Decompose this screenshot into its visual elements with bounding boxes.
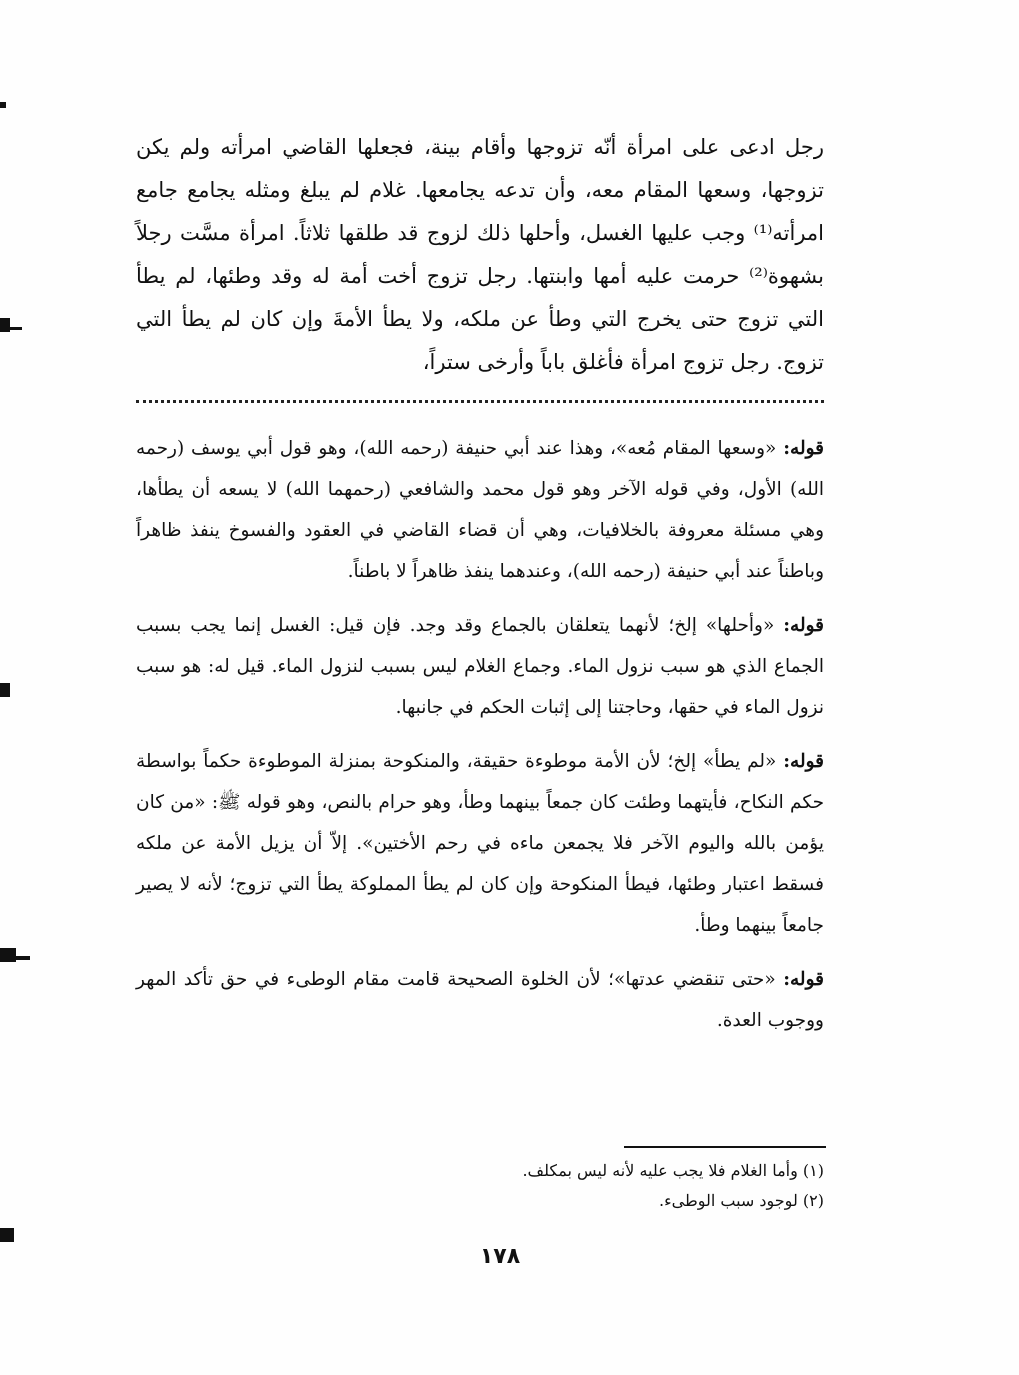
commentary-label: قوله:	[783, 615, 825, 636]
commentary-text: «لم يطأ» إلخ؛ لأن الأمة موطوءة حقيقة، والمنكوحة بمنزلة الموطوءة حكماً بواسطة حكم النكاح، فأيتهما وطئت كان جمعاً بينهما وطأ، وهو حرام بالنص، وهو قوله ﷺ: «من كان يؤمن بالله واليوم الآخر فلا يجمعن ماءه في رحم الأختين». إلاّ أن يزيل الأمة عن ملكه فسقط اعتبار وطئها، فيطأ المنكوحة وإن كان لم يطأ المملوكة يطأ التي تزوج؛ لأنه لا يصير جامعاً بينهما وطأ.	[136, 751, 825, 936]
commentary-text: «حتى تنقضي عدتها»؛ لأن الخلوة الصحيحة قامت مقام الوطىء في حق تأكد المهر ووجوب العدة.	[136, 969, 824, 1031]
main-paragraph: رجل ادعى على امرأة أنّه تزوجها وأقام بينة، فجعلها القاضي امرأته ولم يكن تزوجها، وسعها المقام معه، وأن تدعه يجامعها. غلام لم يبلغ ومثله يجامع جامع امرأته⁽¹⁾ وجب عليها الغسل، وأحلها ذلك لزوج قد طلقها ثلاثاً. امرأة مسَّت رجلاً بشهوة⁽²⁾ حرمت عليه أمها وابنتها. رجل تزوج أخت أمة له وقد وطئها، لم يطأ التي تزوج حتى يخرج التي وطأ عن ملكه، ولا يطأ الأمةَ وإن كان لم يطأ التي تزوج. رجل تزوج امرأة فأغلق باباً وأرخى ستراً،	[136, 135, 824, 374]
separator-dotted-line	[136, 400, 824, 403]
commentary-paragraph	[136, 605, 824, 728]
scan-edge-mark	[0, 327, 22, 330]
scan-edge-mark	[0, 683, 10, 697]
commentary-text: «وسعها المقام مُعه»، وهذا عند أبي حنيفة (رحمه الله)، وهو قول أبي يوسف (رحمه الله) الأول، وفي قوله الآخر وهو قول محمد والشافعي (رحمهما الله) لا يسعه أن يطأها، وهي مسئلة معروفة بالخلافيات، وهي أن قضاء القاضي في العقود والفسوخ ينفذ ظاهراً وباطناً عند أبي حنيفة (رحمه الله)، وعندهما ينفذ ظاهراً لا باطناً.	[136, 438, 824, 582]
footnote-divider	[624, 1146, 826, 1148]
footnotes	[300, 1156, 824, 1216]
main-text-block	[136, 126, 824, 384]
commentary-paragraph	[136, 741, 824, 946]
commentary-label: قوله:	[783, 969, 824, 990]
commentary-label: قوله:	[783, 751, 824, 772]
commentary-block	[136, 428, 824, 1054]
scan-edge-mark	[0, 956, 30, 960]
page-number: ١٧٨	[479, 1244, 521, 1269]
scan-edge-mark	[0, 102, 6, 108]
commentary-paragraph	[136, 959, 824, 1041]
footnote-1: (١) وأما الغلام فلا يجب عليه لأنه ليس بمكلف.	[522, 1161, 824, 1180]
commentary-paragraph	[136, 428, 824, 592]
footnote-2: (٢) لوجود سبب الوطىء.	[659, 1191, 824, 1210]
commentary-label: قوله:	[783, 438, 824, 459]
scan-edge-mark	[0, 1228, 14, 1242]
commentary-text: «وأحلها» إلخ؛ لأنهما يتعلقان بالجماع وقد وجد. فإن قيل: الغسل إنما يجب بسبب الجماع الذي هو سبب نزول الماء. وجماع الغلام ليس بسبب لنزول الماء. قيل له: هو سبب نزول الماء في حقها، وحاجتنا إلى إثبات الحكم في جانبها.	[136, 615, 824, 718]
